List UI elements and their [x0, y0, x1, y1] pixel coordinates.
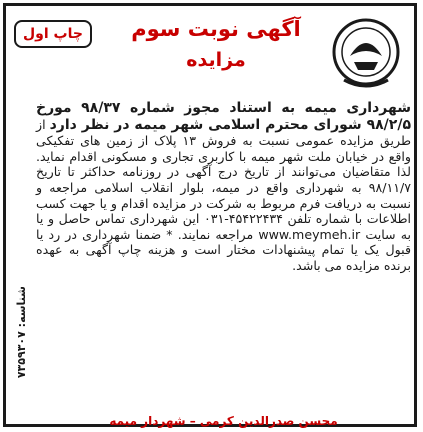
ad-subhead: مزایده	[186, 49, 246, 71]
ad-signature: محسن صدرالدین کرمی – شهردار میمه	[109, 414, 338, 428]
municipality-emblem-icon	[330, 16, 402, 92]
ad-note: * ضمنا شهرداری در رد یا قبول یک یا تمام پیشنهادات مختار است و هزینه چاپ آگهی به عهده برنده مزایده می باشد.	[36, 226, 411, 273]
edition-badge: چاپ اول	[14, 20, 92, 48]
side-strip	[11, 236, 31, 428]
ad-body-text: از طریق مزایده عمومی نسبت به فروش ۱۳ پلاک از زمین های تفکیکی واقع در خیابان ملت شهر میمه با کاربری تجاری و مسکونی اقدام نماید. لذا متقاضیان می‌توانند از تاریخ درج آگهی در روزنامه حداکثر تا تاریخ ۹۸/۱۱/۷ به شهرداری واقع در میمه، بلوار انقلاب اسلامی مراجعه و نسبت به دریافت فرم مربوط به شرکت در مزایده اقدام و یا جهت کسب اطلاعات با شماره تلفن ۴۵۴۲۲۴۳۴-۰۳۱ این شهرداری تماس حاصل و یا به سایت www.meymeh.ir مراجعه نمایند.	[36, 116, 411, 242]
ad-headline: آگهی نوبت سوم	[131, 17, 301, 41]
ad-body	[36, 100, 411, 274]
ad-lead-text: شهرداری میمه به استناد مجوز شماره ۹۸/۳۷ مورخ ۹۸/۲/۵ شورای محترم اسلامی شهر میمه در نظر دارد	[36, 100, 412, 133]
ad-frame	[3, 3, 417, 427]
ad-identifier: شناسه: ۷۳۵۹۳۰۷	[14, 285, 28, 379]
